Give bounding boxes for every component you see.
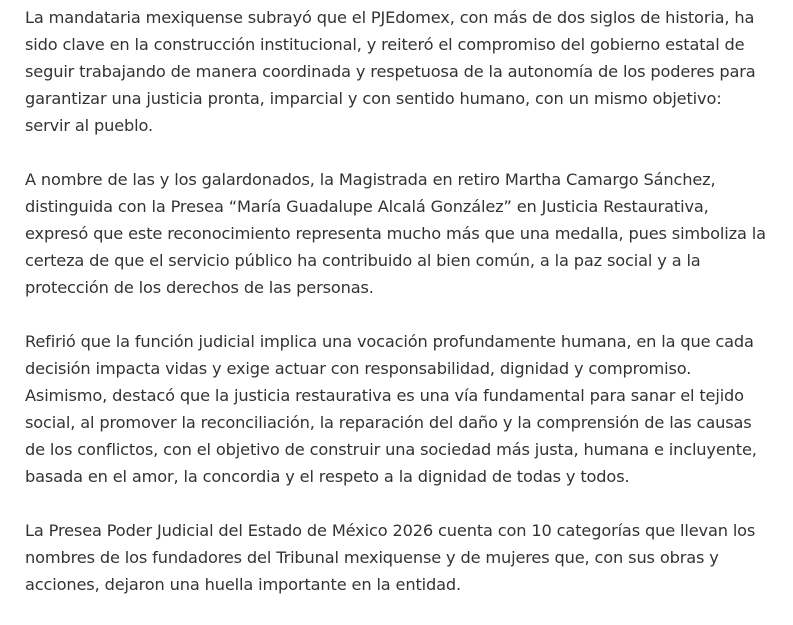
article-paragraph: Refirió que la función judicial implica una vocación profundamente humana, en la que cada decisión impacta vidas y exige actuar con responsabilidad, dignidad y compromiso. Asimismo, destacó que la justicia restaurativa es una vía fundamental para sanar el tejido social, al promover la reconciliación, la reparación del daño y la comprensión de las causas de los conflictos, con el objetivo de construir una sociedad más justa, humana e incluyente, basada en el amor, la concordia y el respeto a la dignidad de todas y todos.: [25, 332, 757, 486]
article-paragraph: La mandataria mexiquense subrayó que el PJEdomex, con más de dos siglos de historia, ha sido clave en la construcción institucional, y reiteró el compromiso del gobierno estatal de seguir trabajando de manera coordinada y respetuosa de la autonomía de los poderes para garantizar una justicia pronta, imparcial y con sentido humano, con un mismo objetivo: servir al pueblo.: [25, 8, 756, 135]
article-paragraph: A nombre de las y los galardonados, la Magistrada en retiro Martha Camargo Sánchez, distinguida con la Presea “María Guadalupe Alcalá González” en Justicia Restaurativa, expresó que este reconocimiento representa mucho más que una medalla, pues simboliza la certeza de que el servicio público ha contribuido al bien común, a la paz social y a la protección de los derechos de las personas.: [25, 170, 766, 297]
article-body: [25, 4, 770, 625]
article-paragraph: La Presea Poder Judicial del Estado de México 2026 cuenta con 10 categorías que llevan los nombres de los fundadores del Tribunal mexiquense y de mujeres que, con sus obras y acciones, dejaron una huella importante en la entidad.: [25, 521, 756, 594]
